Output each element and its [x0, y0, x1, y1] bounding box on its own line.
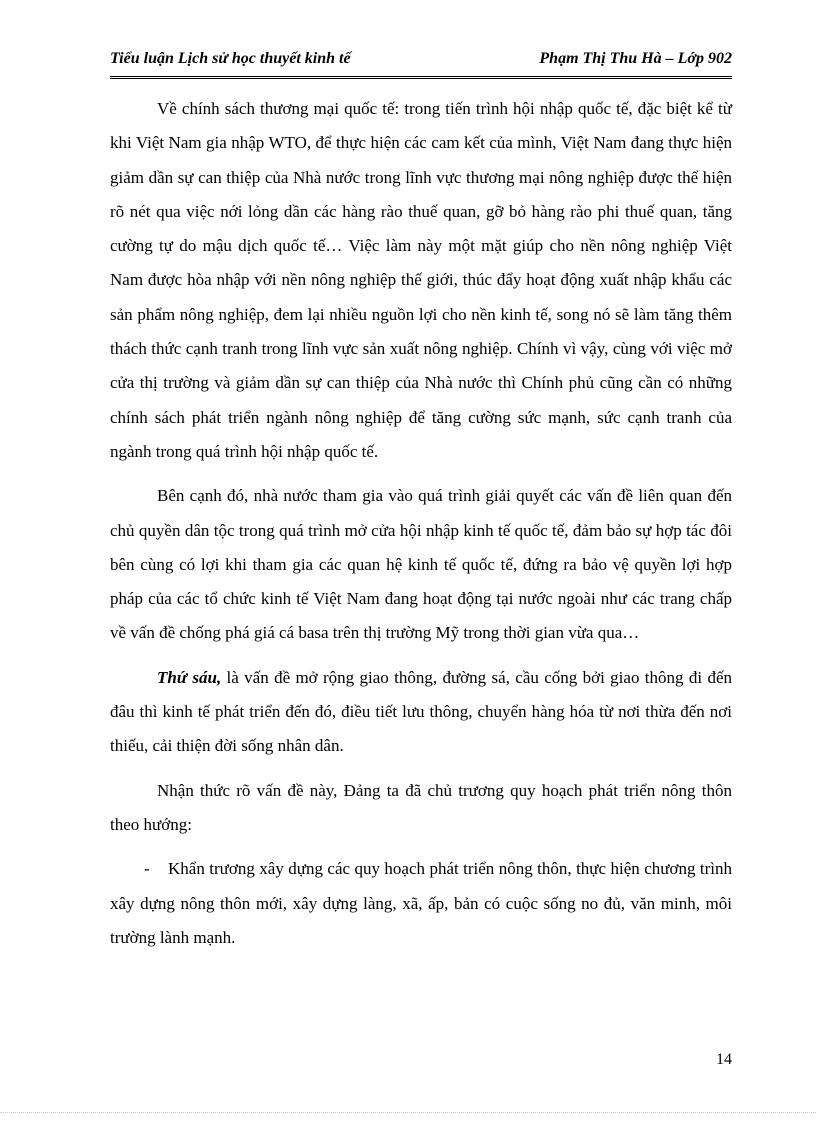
document-body	[110, 92, 732, 965]
bullet-text: Khẩn trương xây dựng các quy hoạch phát triển nông thôn, thực hiện chương trình xây dựng nông thôn mới, xây dựng làng, xã, ấp, bản có cuộc sống no đủ, văn minh, môi trường lành mạnh.	[110, 859, 732, 947]
paragraph-party-policy: Nhận thức rõ vấn đề này, Đảng ta đã chủ trương quy hoạch phát triển nông thôn theo hướng:	[110, 780, 732, 834]
running-header	[110, 45, 732, 79]
sixth-point-text: là vấn đề mở rộng giao thông, đường sá, cầu cống bởi giao thông đi đến đâu thì kinh tế phát triển đến đó, điều tiết lưu thông, chuyển hàng hóa từ nơi thừa đến nơi thiếu, cải thiện đời sống nhân dân.	[110, 667, 732, 756]
paragraph-trade-policy: Về chính sách thương mại quốc tế: trong tiến trình hội nhập quốc tế, đặc biệt kể từ khi Việt Nam gia nhập WTO, để thực hiện các cam kết của mình, Việt Nam đang thực hiện giảm dần sự can thiệp của Nhà nước trong lĩnh vực thương mại nông nghiệp được thể hiện rõ nét qua việc nới lỏng dần các hàng rào thuế quan, gỡ bỏ hàng rào phi thuế quan, tăng cường tự do mậu dịch quốc tế… Việc làm này một mặt giúp cho nền nông nghiệp Việt Nam được hòa nhập với nền nông nghiệp thế giới, thúc đẩy hoạt động xuất nhập khẩu các sản phẩm nông nghiệp, đem lại nhiều nguồn lợi cho nền kinh tế, song nó sẽ làm tăng thêm thách thức cạnh tranh trong lĩnh vực sản xuất nông nghiệp. Chính vì vậy, cùng với việc mở cửa thị trường và giảm dần sự can thiệp của Nhà nước thì Chính phủ cũng cần có những chính sách phát triển ngành nông nghiệp để tăng cường sức mạnh, sức cạnh tranh của ngành trong quá trình hội nhập quốc tế.	[110, 99, 732, 461]
page-bottom-divider	[0, 1112, 816, 1113]
document-page	[110, 45, 732, 1090]
paragraph-sixth-point	[110, 661, 732, 764]
page-number: 14	[716, 1051, 732, 1068]
bullet-dash: -	[144, 859, 150, 879]
header-title: Tiểu luận Lịch sử học thuyết kinh tế	[110, 50, 351, 67]
sixth-point-lead: Thứ sáu,	[157, 667, 222, 687]
header-author: Phạm Thị Thu Hà – Lớp 902	[539, 50, 732, 67]
bullet-item	[110, 852, 732, 955]
paragraph-sovereignty: Bên cạnh đó, nhà nước tham gia vào quá trình giải quyết các vấn đề liên quan đến chủ quyền dân tộc trong quá trình mở cửa hội nhập kinh tế quốc tế, đảm bảo sự hợp tác đôi bên cùng có lợi khi tham gia các quan hệ kinh tế quốc tế, đứng ra bảo vệ quyền lợi hợp pháp của các tổ chức kinh tế Việt Nam đang hoạt động tại nước ngoài như các trang chấp về vấn đề chống phá giá cá basa trên thị trường Mỹ trong thời gian vừa qua…	[110, 486, 732, 643]
